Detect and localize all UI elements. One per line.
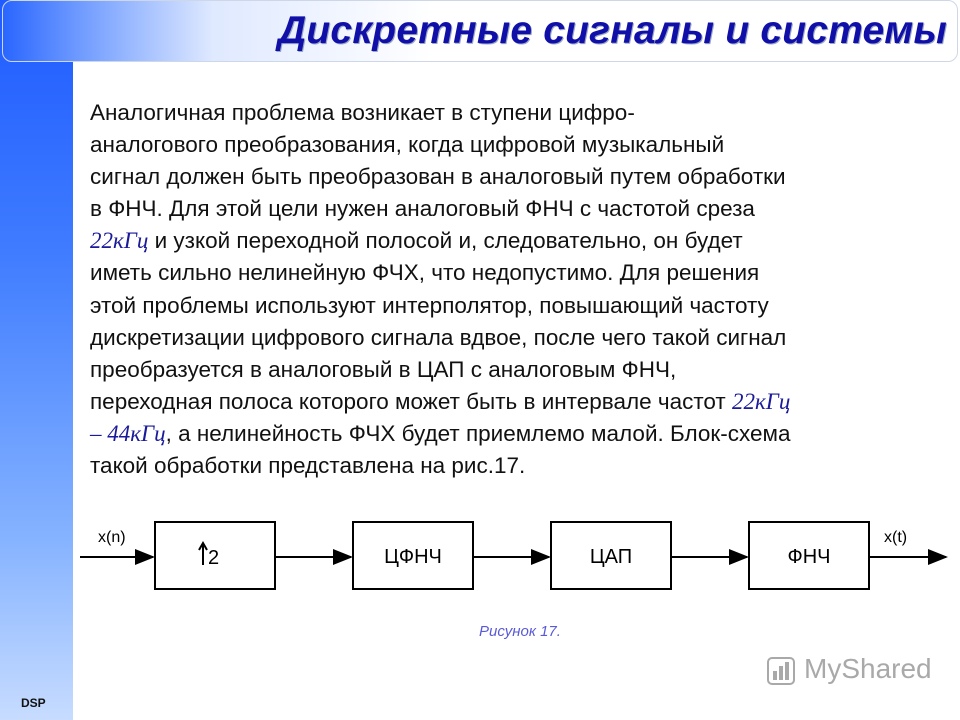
watermark-text: MyShared <box>804 653 932 684</box>
figure-caption: Рисунок 17. <box>479 623 561 640</box>
dac-label: ЦАП <box>589 546 633 568</box>
body-paragraph <box>90 97 930 482</box>
title-bar <box>2 0 958 62</box>
myshared-logo-icon <box>767 657 797 687</box>
output-label: x(t) <box>884 529 908 546</box>
paragraph-text-3: , а нелинейность ФЧХ будет приемлемо малой. Блок-схема такой обработки представлена на рис.17. <box>90 420 791 479</box>
upsampler-factor: 2 <box>208 547 220 569</box>
left-sidebar <box>0 0 73 720</box>
frequency-range: 22кГц – 44кГц <box>90 388 791 446</box>
dsp-label: DSP <box>21 696 46 710</box>
digital-lpf-label: ЦФНЧ <box>384 546 442 568</box>
analog-lpf-label: ФНЧ <box>787 546 831 568</box>
paragraph-text-1: Аналогичная проблема возникает в ступени цифро- аналогового преобразования, когда цифровой музыкальный сигнал должен быть преобразован в аналоговый путем обработки в ФНЧ. Для этой цели нужен аналоговый ФНЧ с частотой среза <box>90 100 786 222</box>
frequency-22khz: 22кГц <box>90 228 149 254</box>
paragraph-text-2: и узкой переходной полосой и, следовательно, он будет иметь сильно нелинейную ФЧХ, что недопустимо. Для решения этой проблемы используют интерполятор, повышающий частоту дискретизации цифрового сигнала вдвое, после чего такой сигнал преобразуется в аналоговый в ЦАП с аналоговым ФНЧ, переходная полоса которого может быть в интервале частот <box>90 228 787 414</box>
slide-title: Дискретные сигналы и системы <box>278 9 947 52</box>
block-diagram <box>0 500 960 610</box>
input-label: x(n) <box>98 529 126 546</box>
